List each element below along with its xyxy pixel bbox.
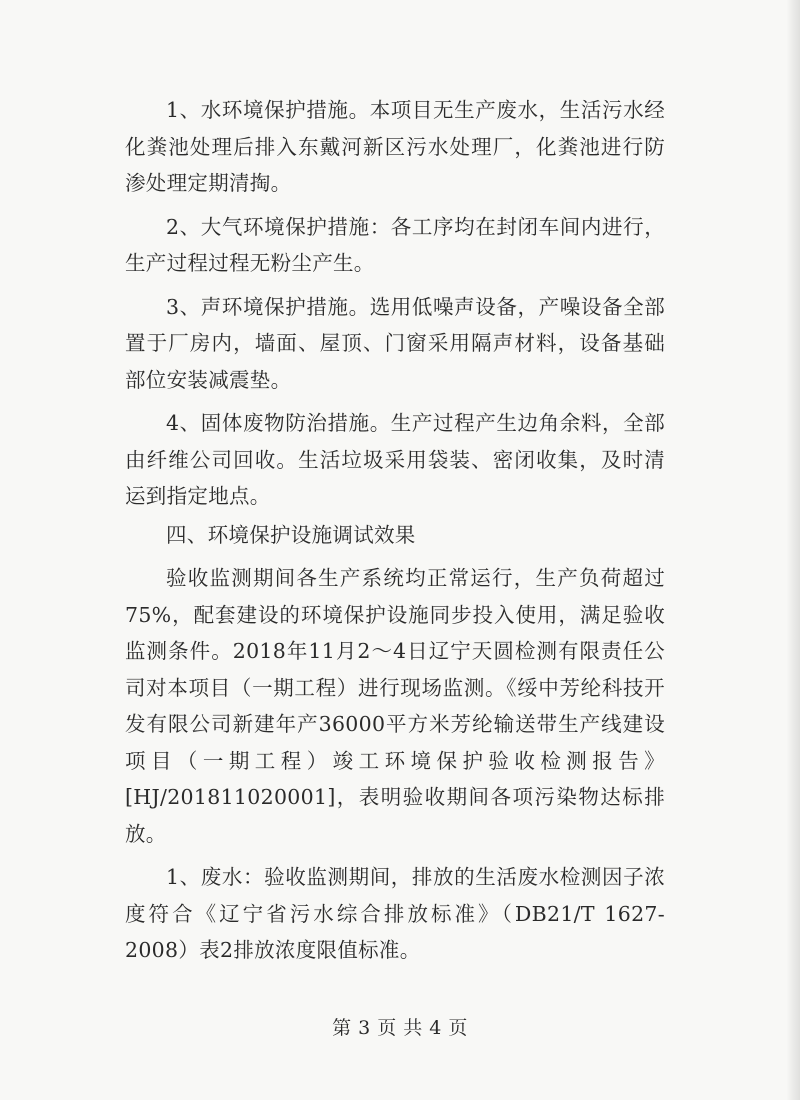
- document-body: [125, 92, 665, 976]
- section-heading: 四、环境保护设施调试效果: [166, 522, 416, 547]
- paragraph-water-protection: 1、水环境保护措施。本项目无生产废水，生活污水经化粪池处理后排入东戴河新区污水处理厂，化粪池进行防渗处理定期清掏。: [125, 98, 665, 195]
- paragraph-noise-protection: 3、声环境保护措施。选用低噪声设备，产噪设备全部置于厂房内，墙面、屋顶、门窗采用隔声材料，设备基础部位安装减震垫。: [125, 294, 665, 392]
- paragraph-solid-waste: 4、固体废物防治措施。生产过程产生边角余料，全部由纤维公司回收。生活垃圾采用袋装、密闭收集，及时清运到指定地点。: [125, 411, 665, 508]
- scan-edge-shadow: [786, 0, 800, 1100]
- paragraph-wastewater: 1、废水：验收监测期间，排放的生活废水检测因子浓度符合《辽宁省污水综合排放标准》（DB21/T 1627-2008）表2排放浓度限值标准。: [125, 865, 665, 962]
- page-footer: 第 3 页 共 4 页: [332, 1017, 468, 1039]
- paragraph-monitoring-results: 验收监测期间各生产系统均正常运行，生产负荷超过75%，配套建设的环境保护设施同步投入使用，满足验收监测条件。2018年11月2～4日辽宁天圆检测有限责任公司对本项目（一期工程）进行现场监测。《绥中芳纶科技开发有限公司新建年产36000平方米芳纶输送带生产线建设项目（一期工程）竣工环境保护验收检测报告》[HJ/201811020001]，表明验收期间各项污染物达标排放。: [125, 566, 665, 846]
- paragraph-air-protection: 2、大气环境保护措施：各工序均在封闭车间内进行，生产过程过程无粉尘产生。: [125, 214, 665, 275]
